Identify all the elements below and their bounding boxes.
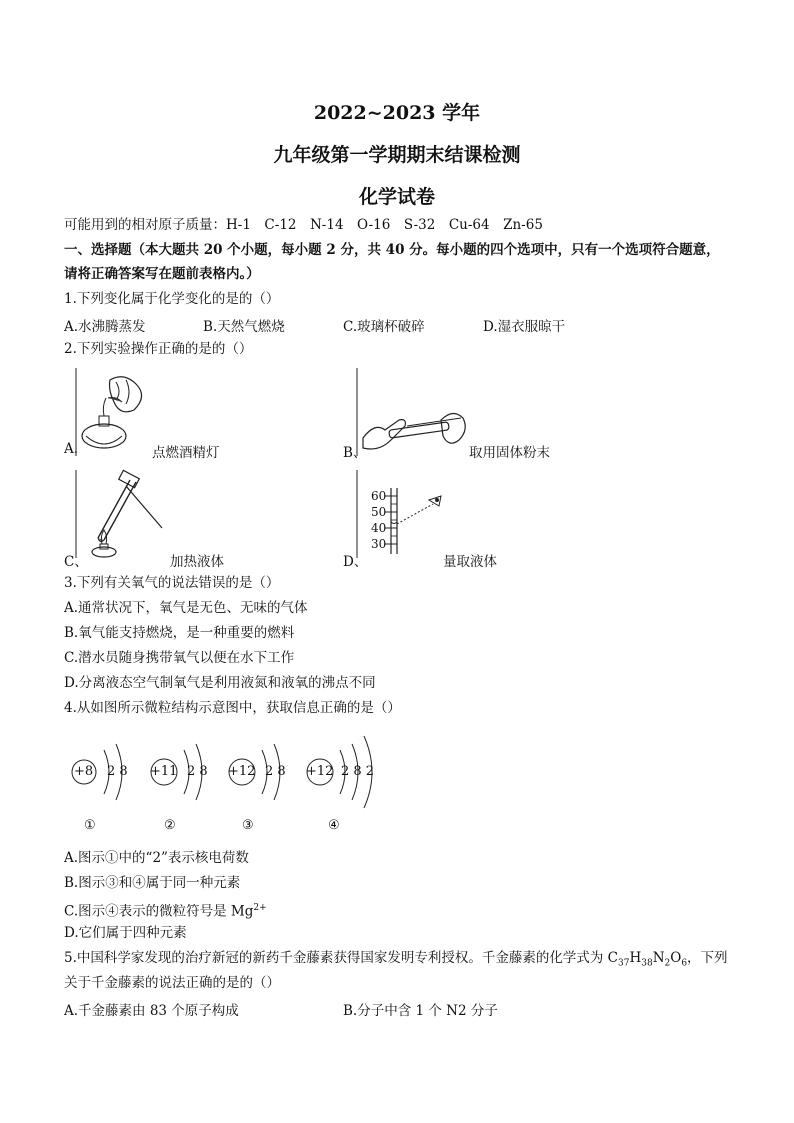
q2-option-c-caption: 加热液体: [170, 554, 224, 570]
q1-option-b: B.天然气燃烧: [203, 319, 285, 335]
q4-option-d: D.它们属于四种元素: [64, 925, 187, 941]
q2-option-d-letter: D、: [343, 554, 368, 570]
particle-2-electrons: 2 8: [187, 764, 208, 779]
cylinder-tick-40: 40: [371, 521, 387, 535]
q5-option-b: B.分子中含 1 个 N2 分子: [343, 1003, 498, 1019]
q3-stem: 3.下列有关氧气的说法错误的是（）: [64, 575, 280, 591]
exam-year: 2022~2023 学年: [313, 102, 481, 124]
particle-3-electrons: 2 8: [265, 764, 286, 779]
q3-option-a: A.通常状况下，氧气是无色、无味的气体: [64, 600, 308, 616]
q1-option-a: A.水沸腾蒸发: [64, 319, 146, 335]
q5-h: H: [629, 950, 642, 966]
particle-1-electrons: 2 8: [107, 764, 128, 779]
q4-stem: 4.从如图所示微粒结构示意图中，获取信息正确的是（）: [64, 700, 401, 716]
q2-stem: 2.下列实验操作正确的是的（）: [64, 341, 253, 357]
powder-figure: [355, 368, 475, 458]
particle-4-label: ④: [328, 818, 340, 833]
q5-stem-text: 5.中国科学家发现的治疗新冠的新药千金藤素获得国家发明专利授权。千金藤素的化学式为 C: [64, 950, 618, 966]
subject-title: 化学试卷: [358, 186, 435, 208]
q2-option-a-caption: 点燃酒精灯: [152, 445, 220, 461]
q5-n: N: [652, 950, 665, 966]
q3-option-c: C.潜水员随身携带氧气以便在水下工作: [64, 650, 295, 666]
q5-sub-n: 2: [664, 958, 671, 969]
q5-sub-h: 38: [641, 958, 653, 969]
q4-option-b: B.图示③和④属于同一种元素: [64, 875, 241, 891]
cylinder-tick-50: 50: [371, 505, 387, 519]
alcohol-lamp-figure: [64, 368, 164, 458]
q3-option-b: B.氧气能支持燃烧，是一种重要的燃料: [64, 625, 295, 641]
q1-option-d: D.湿衣服晾干: [483, 319, 566, 335]
particle-1-nucleus: +8: [74, 764, 94, 779]
heating-liquid-figure: [64, 470, 174, 560]
particle-1-label: ①: [84, 818, 96, 833]
particle-2-label: ②: [164, 818, 176, 833]
cylinder-tick-60: 60: [371, 489, 387, 503]
atomic-masses: 可能用到的相对原子质量：H-1 C-12 N-14 O-16 S-32 Cu-64 Zn-65: [64, 217, 543, 233]
q5-stem-end: ，下列: [687, 950, 728, 966]
cylinder-tick-30: 30: [371, 537, 387, 551]
particle-diagrams: [64, 730, 404, 840]
particle-3-nucleus: +12: [228, 764, 256, 779]
q5-stem-line1: [64, 949, 728, 973]
particle-2-nucleus: +11: [150, 764, 178, 779]
q5-stem-line2: 关于千金藤素的说法正确的是的（）: [64, 975, 280, 991]
particle-3-label: ③: [242, 818, 254, 833]
q4-option-c-charge: 2+: [253, 903, 267, 913]
particle-4-nucleus: +12: [306, 764, 334, 779]
q2-option-a-letter: A.: [64, 441, 79, 457]
q5-o: O: [670, 950, 682, 966]
q5-sub-o: 6: [681, 958, 688, 969]
q2-option-b-letter: B、: [343, 445, 367, 461]
q4-option-c: [64, 899, 267, 921]
exam-title: 九年级第一学期期末结课检测: [273, 144, 521, 166]
graduated-cylinder-figure: [355, 470, 455, 560]
particle-4-electrons: 2 8 2: [341, 764, 375, 779]
section-heading-line1: 一、选择题（本大题共 20 个小题，每小题 2 分，共 40 分。每小题的四个选项中，只有一个选项符合题意，: [64, 242, 720, 258]
q3-option-d: D.分离液态空气制氧气是利用液氮和液氧的沸点不同: [64, 675, 376, 691]
q1-stem: 1.下列变化属于化学变化的是的（）: [64, 291, 280, 307]
q4-option-c-text: C.图示④表示的微粒符号是 Mg: [64, 903, 254, 920]
q5-sub-c: 37: [618, 958, 630, 969]
q4-option-a: A.图示①中的“2”表示核电荷数: [64, 850, 249, 866]
q2-option-c-letter: C、: [64, 554, 88, 570]
q5-option-a: A.千金藤素由 83 个原子构成: [64, 1003, 239, 1019]
q2-option-d-caption: 量取液体: [443, 554, 497, 570]
q1-option-c: C.玻璃杯破碎: [343, 319, 425, 335]
section-heading-line2: 请将正确答案写在题前表格内。）: [64, 266, 260, 282]
q2-option-b-caption: 取用固体粉末: [469, 445, 550, 461]
